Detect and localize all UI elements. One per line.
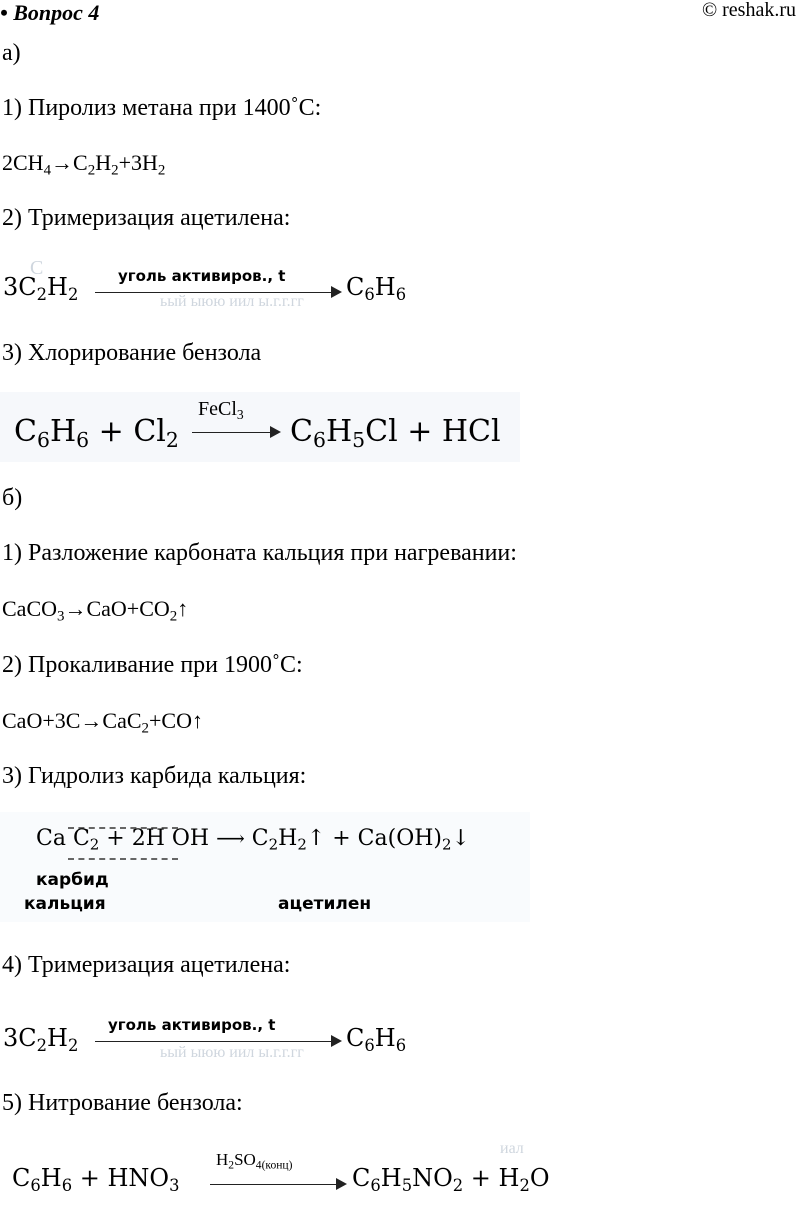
section-b-step4: 4) Тримеризация ацетилена: [2,952,291,978]
equation-methane-pyrolysis: $2CH_4\to C_2H_2+3H_2$ [2,150,166,179]
section-b-label: б) [2,485,23,511]
equation-image-trimerization-a: С ьый ыюю иил ы.г.г.гг $3C_2H_2$ уголь активиров., t $C_6H_6$ [3,257,407,310]
watermark: © reshak.ru [701,0,796,21]
reaction-condition: уголь активиров., t [108,1016,276,1034]
equation-image-trimerization-b: ьый ыюю иил ы.г.г.гг $3C_2H_2$ уголь активиров., t $C_6H_6$ [3,1016,407,1061]
equation-image-nitration: иал $C_6H_6 + HNO_3$ $H_2SO_{4(конц)}$ $C_6H_5NO_2 + H_2O$ [12,1140,550,1195]
equation-calcination: CaO+3C→CaC$_2$+CO↑ [2,708,203,737]
equation-image-chlorination: $C_6H_6 + Cl_2$ FeCl$_3$ $C_6H_5Cl$ + HCl [0,392,520,462]
equation-image-carbide-hydrolysis: Ca $C_2 + 2H$ OH ⟶ $C_2H_2↑$ + $Ca(OH)_2↓$ карбид кальция ацетилен [0,812,530,922]
section-a-step2: 2) Тримеризация ацетилена: [2,205,291,231]
section-b-step1: 1) Разложение карбоната кальция при нагревании: [2,540,517,566]
section-b-step5: 5) Нитрование бензола: [2,1090,243,1116]
equation-carbonate-decomposition: $CaCO_3\to CaO+CO_2↑$ [2,596,189,625]
section-a-step3: 3) Хлорирование бензола [2,340,262,366]
section-b-step2: 2) Прокаливание при 1900˚С: [2,652,303,678]
section-a-label: а) [2,40,21,66]
page-title: • Вопрос 4 [0,0,100,25]
section-b-step3: 3) Гидролиз карбида кальция: [2,763,307,789]
section-a-step1: 1) Пиролиз метана при 1400˚С: [2,95,322,121]
label-acetylene: ацетилен [278,894,372,914]
label-calcium: кальция [24,894,106,914]
label-carbide: карбид [36,870,109,890]
reaction-condition: уголь активиров., t [118,267,286,285]
